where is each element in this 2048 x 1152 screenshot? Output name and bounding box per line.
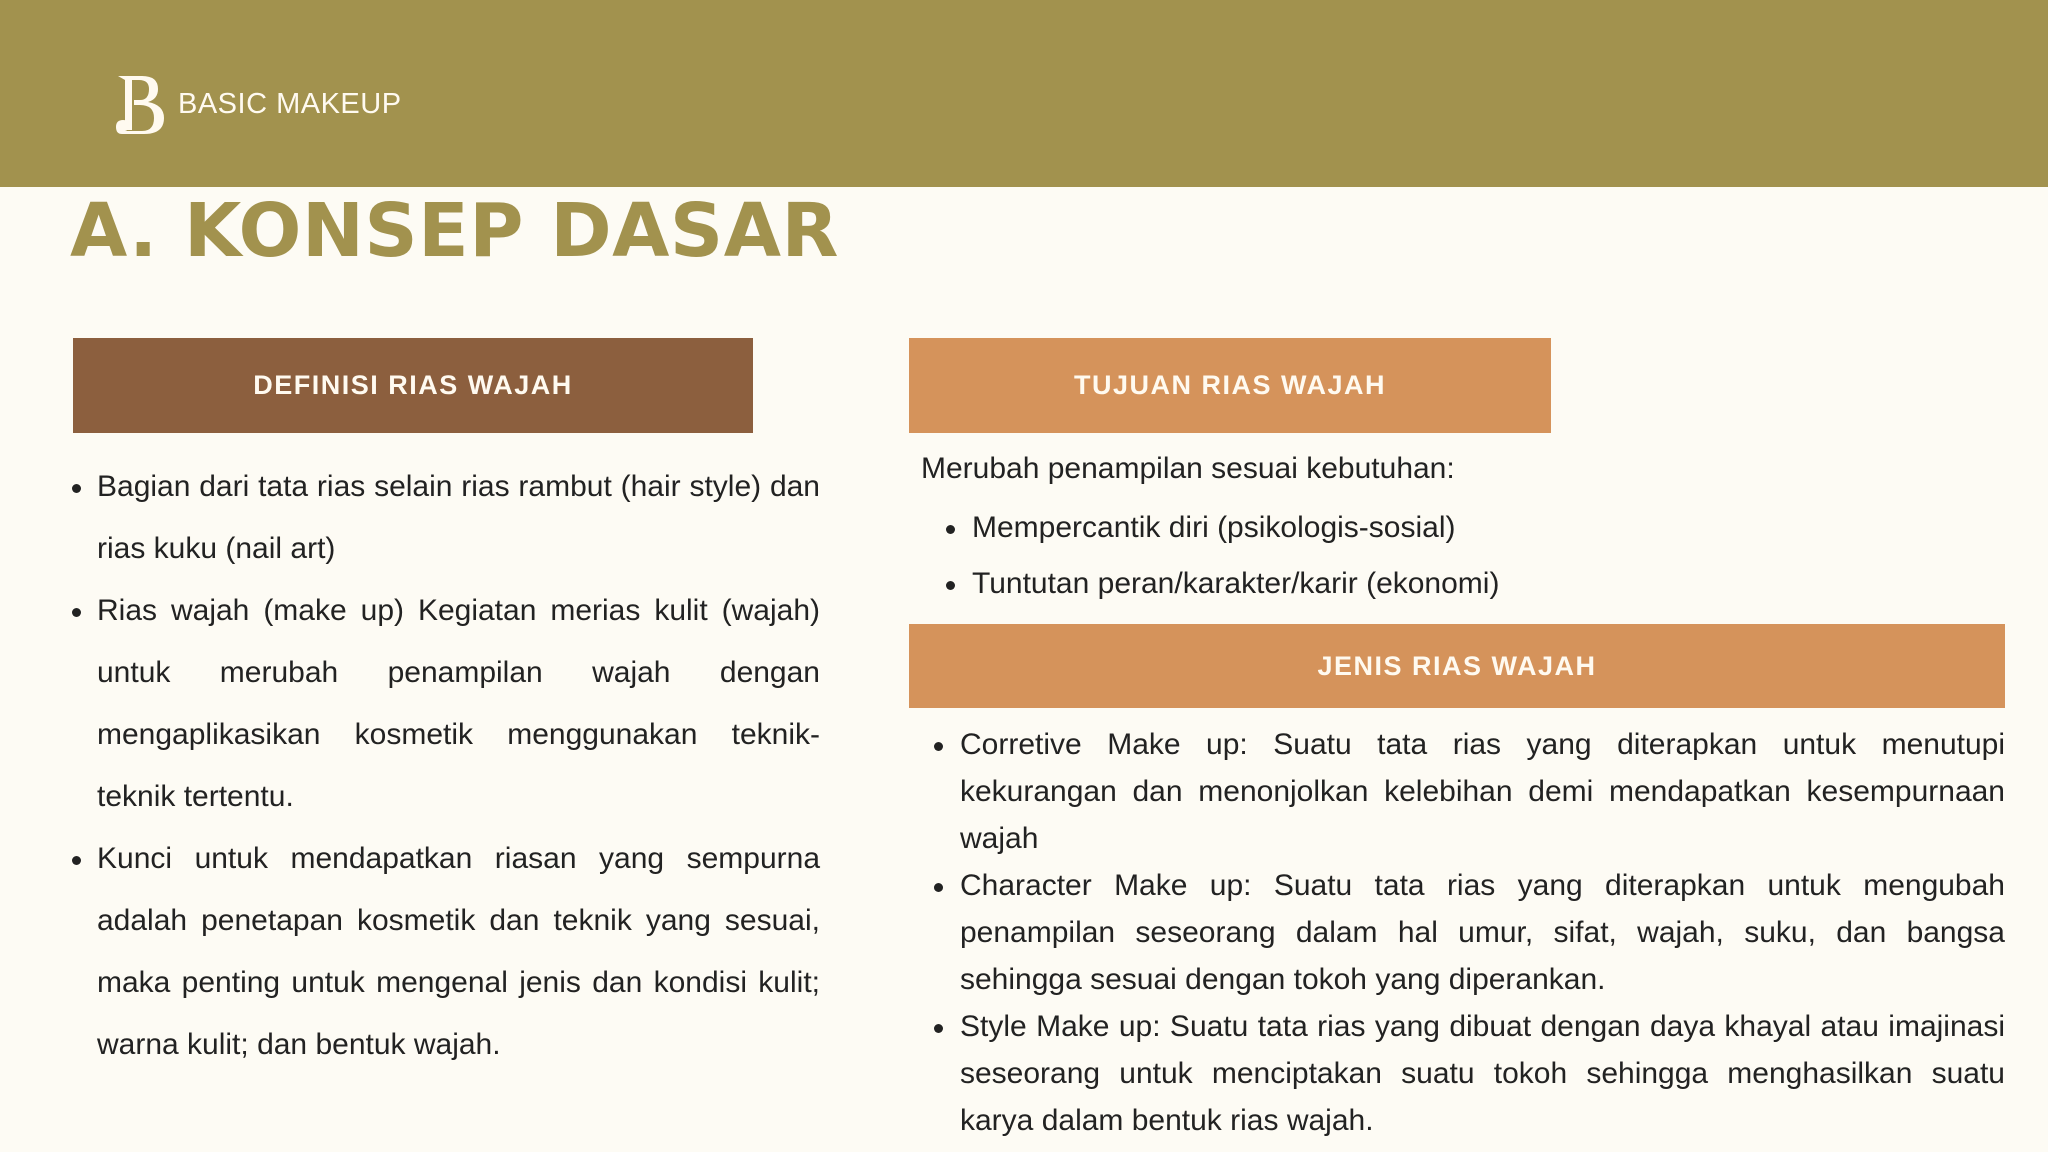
list-item: Kunci untuk mendapatkan riasan yang sempurna adalah penetapan kosmetik dan teknik yang sesuai, maka penting untuk mengenal jenis dan kondisi kulit; warna kulit; dan bentuk wajah.	[70, 828, 820, 1076]
list-item: Mempercantik diri (psikologis-sosial)	[942, 500, 1499, 556]
page-title: A. KONSEP DASAR	[70, 188, 839, 274]
jenis-list	[931, 721, 2005, 1144]
brand-name: BASIC MAKEUP	[178, 88, 402, 120]
list-item: Rias wajah (make up) Kegiatan merias kulit (wajah) untuk merubah penampilan wajah dengan mengaplikasikan kosmetik menggunakan teknik-teknik tertentu.	[70, 580, 820, 828]
jenis-heading: JENIS RIAS WAJAH	[909, 624, 2005, 708]
tujuan-intro: Merubah penampilan sesuai kebutuhan:	[921, 452, 1455, 485]
definisi-list	[70, 456, 820, 1076]
letter-b-monogram-icon	[112, 72, 168, 138]
tujuan-heading: TUJUAN RIAS WAJAH	[909, 338, 1551, 433]
list-item: Bagian dari tata rias selain rias rambut (hair style) dan rias kuku (nail art)	[70, 456, 820, 580]
list-item: Tuntutan peran/karakter/karir (ekonomi)	[942, 556, 1499, 612]
tujuan-list	[942, 500, 1499, 612]
list-item: Corretive Make up: Suatu tata rias yang diterapkan untuk menutupi kekurangan dan menonjolkan kelebihan demi mendapatkan kesempurnaan wajah	[931, 721, 2005, 862]
list-item: Character Make up: Suatu tata rias yang diterapkan untuk mengubah penampilan seseorang dalam hal umur, sifat, wajah, suku, dan bangsa sehingga sesuai dengan tokoh yang diperankan.	[931, 862, 2005, 1003]
list-item: Style Make up: Suatu tata rias yang dibuat dengan daya khayal atau imajinasi seseorang untuk menciptakan suatu tokoh sehingga menghasilkan suatu karya dalam bentuk rias wajah.	[931, 1003, 2005, 1144]
definisi-heading: DEFINISI RIAS WAJAH	[73, 338, 753, 433]
header-banner	[0, 0, 2048, 187]
